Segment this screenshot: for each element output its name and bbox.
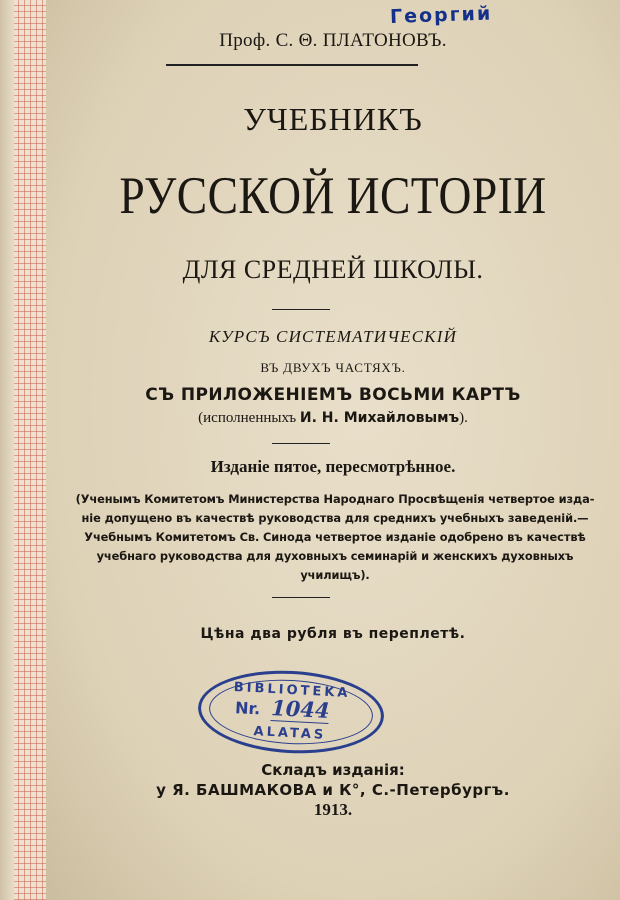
handwritten-annotation: Георгий (389, 2, 493, 29)
stamp-top-text: BIBLIOTEKA (233, 679, 351, 702)
stamp-prefix: Nr. (234, 698, 261, 719)
stamp-bottom-text: ALATAS (253, 724, 327, 743)
approval-text (70, 490, 600, 585)
approval-line: училищъ). (300, 568, 370, 582)
maps-line: СЪ ПРИЛОЖЕНІЕМЪ ВОСЬМИ КАРТЪ (145, 385, 521, 405)
price-line: Цѣна два рубля въ переплетѣ. (200, 626, 466, 642)
maker-name: И. Н. Михайловымъ (299, 410, 460, 426)
maker-suffix: ). (459, 410, 468, 426)
approval-line: ніе допущено въ качествѣ руководства для среднихъ учебныхъ заведеній.— (81, 511, 589, 525)
approval-line: (Ученымъ Комитетомъ Министерства Народнаго Просвѣщенія четвертое изда- (75, 492, 595, 506)
stamp-number: 1044 (270, 694, 331, 724)
author-underline (166, 64, 418, 66)
title-line-2: РУССКОЙ ИСТОРІИ (119, 167, 547, 225)
depot-line: Складъ изданія: (261, 761, 405, 779)
title-line-3: ДЛЯ СРЕДНЕЙ ШКОЛЫ. (182, 255, 484, 284)
title-line-1: УЧЕБНИКЪ (243, 101, 423, 137)
graph-paper-binding-strip (0, 0, 47, 900)
publisher-line: у Я. БАШМАКОВА и К°, С.-Петербургъ. (156, 781, 510, 799)
maker-prefix: (исполненныхъ (198, 410, 300, 426)
course-subtitle: КУРСЪ СИСТЕМАТИЧЕСКІЙ (208, 327, 458, 346)
year-line: 1913. (313, 800, 353, 819)
divider-rule (272, 309, 330, 310)
maker-line (46, 410, 620, 427)
approval-line: учебнаго руководства для духовныхъ семинарій и женскихъ духовныхъ (96, 549, 574, 563)
author-line (46, 30, 620, 55)
edition-line: Изданіе пятое, пересмотрѣнное. (210, 457, 456, 476)
parts-line: ВЪ ДВУХЪ ЧАСТЯХЪ. (260, 360, 406, 375)
approval-line: Учебнымъ Комитетомъ Св. Синода четвертое изданіе одобрено въ качествѣ (84, 530, 586, 544)
divider-rule (272, 443, 330, 444)
divider-rule (272, 597, 330, 598)
author-name: Проф. С. Θ. ПЛАТОНОВЪ. (219, 30, 447, 51)
